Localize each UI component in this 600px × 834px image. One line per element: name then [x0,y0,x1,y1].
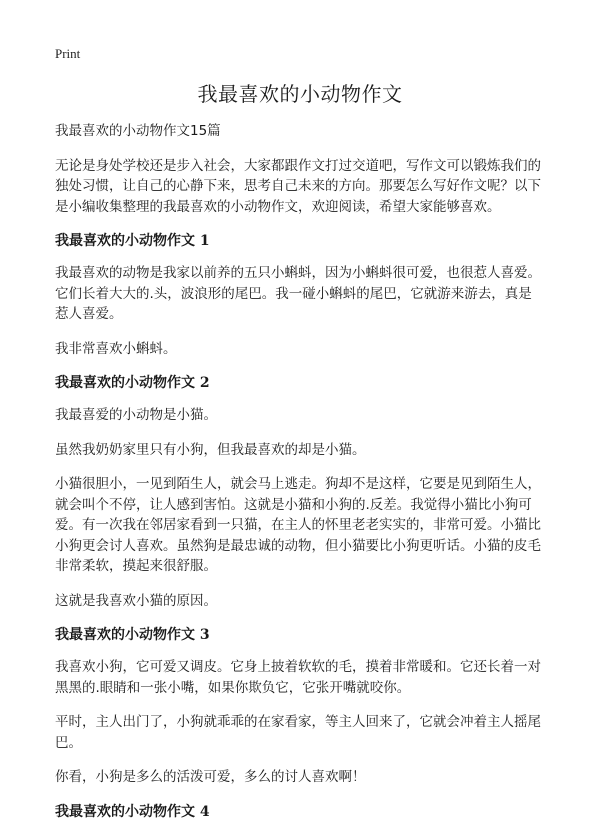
article-subtitle: 我最喜欢的小动物作文15篇 [55,123,221,139]
section-3-paragraph: 我喜欢小狗，它可爱又调皮。它身上披着软软的毛，摸着非常暖和。它还长着一对黑黑的.眼睛和一张小嘴，如果你欺负它，它张开嘴就咬你。 [55,659,541,696]
section-2-paragraph: 这就是我喜欢小猫的原因。 [55,592,217,609]
section-2-paragraph: 虽然我奶奶家里只有小狗，但我最喜欢的却是小猫。 [55,441,366,458]
section-heading-4: 我最喜欢的小动物作文 4 [55,803,210,820]
intro-paragraph: 无论是身处学校还是步入社会，大家都跟作文打过交道吧，写作文可以锻炼我们的独处习惯，让自己的心静下来，思考自己未来的方向。那要怎么写好作文呢？以下是小编收集整理的我最喜欢的小动物作文，欢迎阅读，希望大家能够喜欢。 [55,157,541,215]
section-1-paragraph: 我非常喜欢小蝌蚪。 [55,340,177,357]
section-1-paragraph: 我最喜欢的动物是我家以前养的五只小蝌蚪，因为小蝌蚪很可爱，也很惹人喜爱。它们长着大大的.头，波浪形的尾巴。我一碰小蝌蚪的尾巴，它就游来游去，真是惹人喜爱。 [55,265,541,322]
article-body [55,121,545,834]
section-heading-2: 我最喜欢的小动物作文 2 [55,375,210,391]
section-heading-1: 我最喜欢的小动物作文 1 [55,233,210,249]
section-2-paragraph: 小猫很胆小，一见到陌生人，就会马上逃走。狗却不是这样，它要是见到陌生人，就会叫个不停，让人感到害怕。这就是小猫和小狗的.反差。我觉得小猫比小狗可爱。有一次我在邻居家看到一只猫，在主人的怀里老老实实的，非常可爱。小猫比小狗更会讨人喜欢。虽然狗是最忠诚的动物，但小猫要比小狗更听话。小猫的皮毛非常柔软，摸起来很舒服。 [55,476,541,574]
section-2-paragraph: 我最喜爱的小动物是小猫。 [55,407,217,423]
page-title: 我最喜欢的小动物作文 [197,82,403,106]
section-heading-3: 我最喜欢的小动物作文 3 [55,627,210,643]
print-link[interactable]: Print [55,46,81,61]
section-3-paragraph: 你看，小狗是多么的活泼可爱，多么的讨人喜欢啊！ [55,769,366,785]
section-3-paragraph: 平时，主人出门了，小狗就乖乖的在家看家，等主人回来了，它就会冲着主人摇尾巴。 [55,714,541,751]
